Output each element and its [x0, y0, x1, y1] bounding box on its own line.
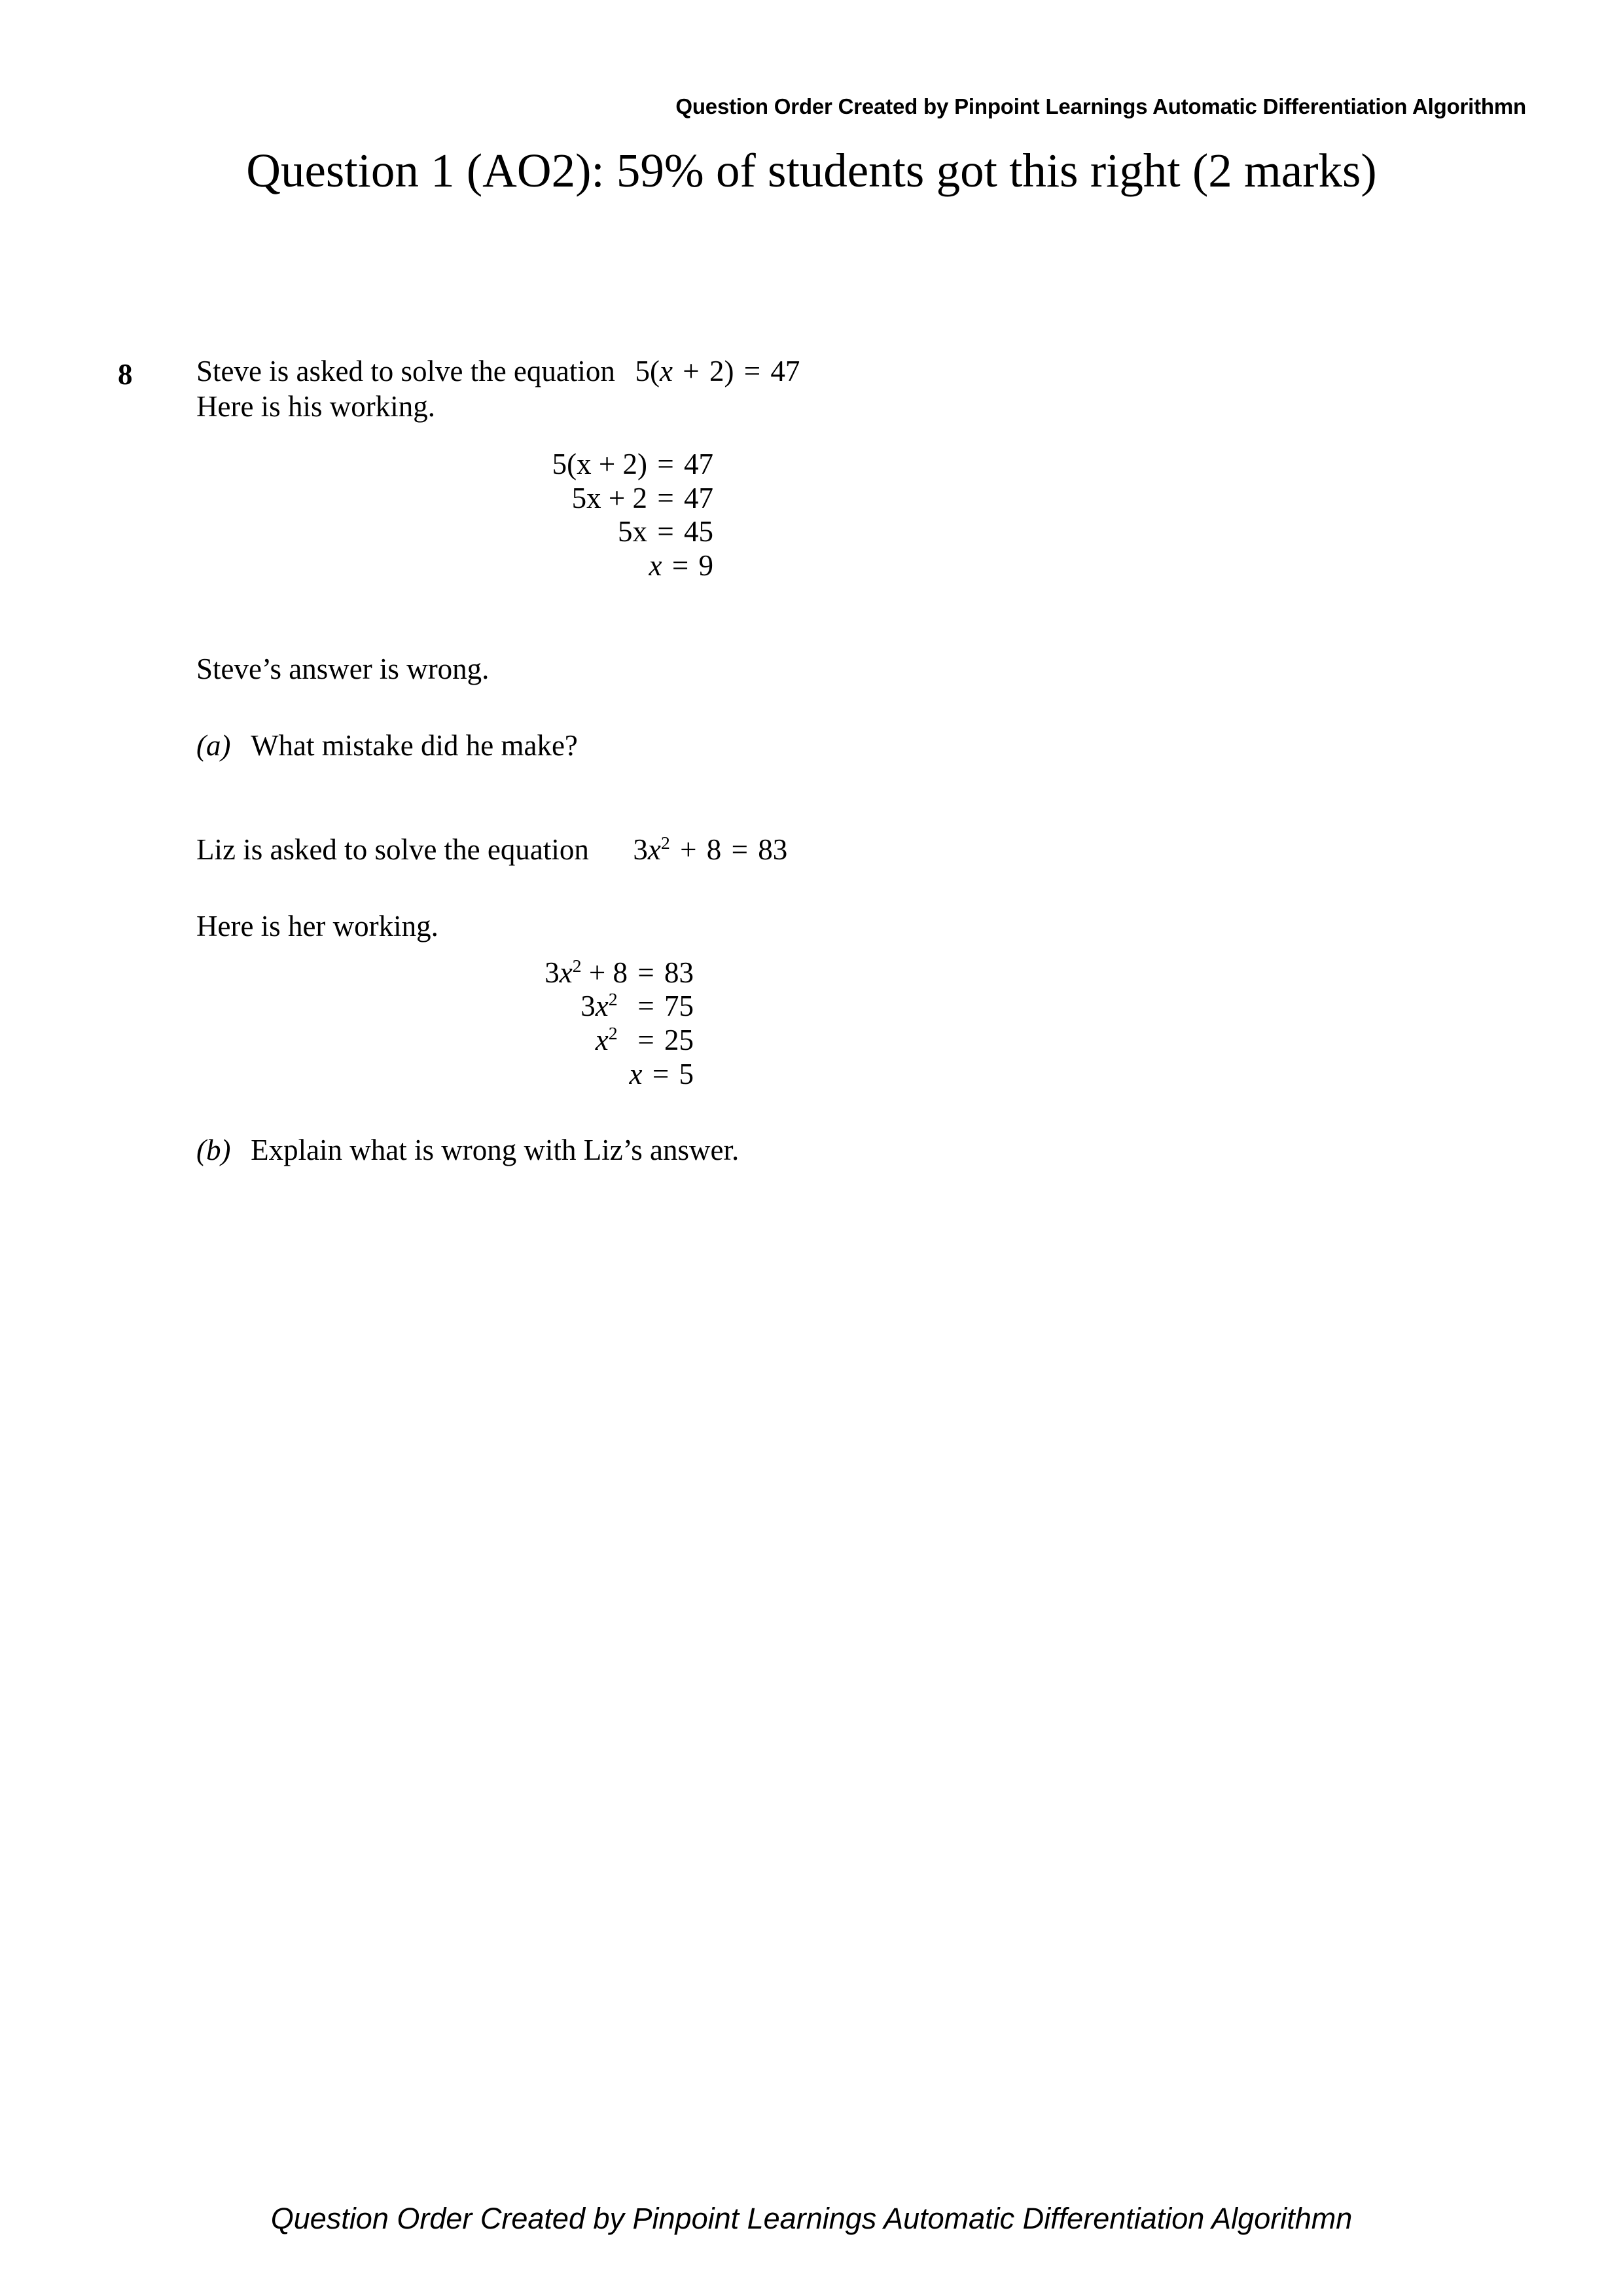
working-rhs: 25 [664, 1024, 694, 1057]
liz-intro-text: Liz is asked to solve the equation [196, 833, 589, 866]
eq-coefficient: 5 [635, 355, 650, 387]
working-row [196, 1024, 694, 1058]
working-rhs: 47 [684, 447, 713, 480]
working-rhs: 75 [664, 990, 694, 1023]
eq-rhs: 47 [770, 355, 800, 387]
eq-plus: + [680, 833, 697, 866]
part-a-text: What mistake did he make? [251, 728, 578, 762]
working-row [196, 549, 713, 583]
working-coefficient: 3 [580, 990, 596, 1023]
working-relation: = [637, 956, 654, 989]
spacer [196, 1092, 1440, 1132]
eq-constant: 8 [706, 833, 722, 866]
working-row [196, 990, 694, 1024]
working-relation: = [671, 549, 689, 583]
working-rhs: 9 [698, 549, 713, 583]
working-variable: x [595, 1024, 609, 1057]
eq-open-paren: ( [649, 355, 660, 387]
working-variable: x [595, 990, 609, 1023]
working-row [196, 482, 713, 516]
steve-statement: Steve’s answer is wrong. [196, 652, 490, 685]
working-relation: = [657, 481, 674, 514]
working-variable: x [559, 956, 573, 989]
working-row [196, 956, 694, 990]
running-header: Question Order Created by Pinpoint Learnings Automatic Differentiation Algorithmn [675, 94, 1526, 118]
working-relation: = [637, 1024, 654, 1057]
eq-plus: + [683, 355, 700, 387]
working-tail: + 8 [581, 956, 628, 989]
liz-working-block [196, 956, 694, 1092]
spacer [196, 687, 1440, 728]
liz-intro-line [196, 832, 1440, 868]
steve-intro-line [196, 353, 1440, 389]
spacer [196, 764, 1440, 832]
question-body [196, 353, 1440, 1168]
page-footer: Question Order Created by Pinpoint Learnings Automatic Differentiation Algorithmn [270, 2202, 1353, 2235]
steve-working-intro: Here is his working. [196, 389, 435, 423]
working-exponent: 2 [572, 956, 582, 977]
working-exponent: 2 [608, 990, 618, 1011]
working-relation: = [657, 447, 674, 480]
working-variable: x [629, 1057, 643, 1090]
steve-intro-text: Steve is asked to solve the equation [196, 355, 615, 387]
steve-working-block [196, 448, 713, 583]
eq-constant: 2 [709, 355, 724, 387]
working-lhs: 5x [618, 515, 648, 548]
part-a [196, 728, 1440, 764]
eq-coefficient: 3 [633, 833, 648, 866]
working-lhs: x [649, 549, 662, 583]
part-a-label: (a) [196, 728, 231, 762]
working-rhs: 83 [664, 956, 694, 989]
working-rhs: 5 [679, 1057, 694, 1090]
eq-variable: x [659, 355, 673, 387]
part-b [196, 1132, 1440, 1168]
spacer [196, 583, 1440, 651]
eq-variable: x [647, 833, 661, 866]
working-rhs: 47 [684, 481, 713, 514]
liz-intro-equation [633, 833, 787, 866]
eq-equals: = [731, 833, 748, 866]
working-relation: = [657, 515, 674, 548]
part-b-label: (b) [196, 1133, 231, 1166]
working-relation: = [637, 990, 654, 1023]
working-rhs: 45 [684, 515, 713, 548]
eq-equals: = [743, 355, 761, 387]
eq-close-paren: ) [724, 355, 734, 387]
eq-exponent: 2 [660, 833, 670, 853]
working-coefficient: 3 [544, 956, 560, 989]
working-lhs: 5x + 2 [571, 481, 648, 514]
spacer [196, 944, 1440, 956]
working-relation: = [652, 1057, 669, 1090]
working-row [196, 448, 713, 482]
spacer [196, 868, 1440, 908]
part-b-text: Explain what is wrong with Liz’s answer. [251, 1133, 740, 1166]
eq-rhs: 83 [758, 833, 788, 866]
steve-intro-equation [635, 355, 800, 387]
page-title: Question 1 (AO2): 59% of students got this right (2 marks) [246, 144, 1377, 197]
working-lhs: 5(x + 2) [552, 447, 648, 480]
working-row [196, 1058, 694, 1092]
liz-working-intro: Here is her working. [196, 909, 438, 942]
spacer [196, 424, 1440, 448]
working-exponent: 2 [608, 1024, 618, 1045]
working-row [196, 515, 713, 549]
question-number: 8 [118, 358, 133, 391]
